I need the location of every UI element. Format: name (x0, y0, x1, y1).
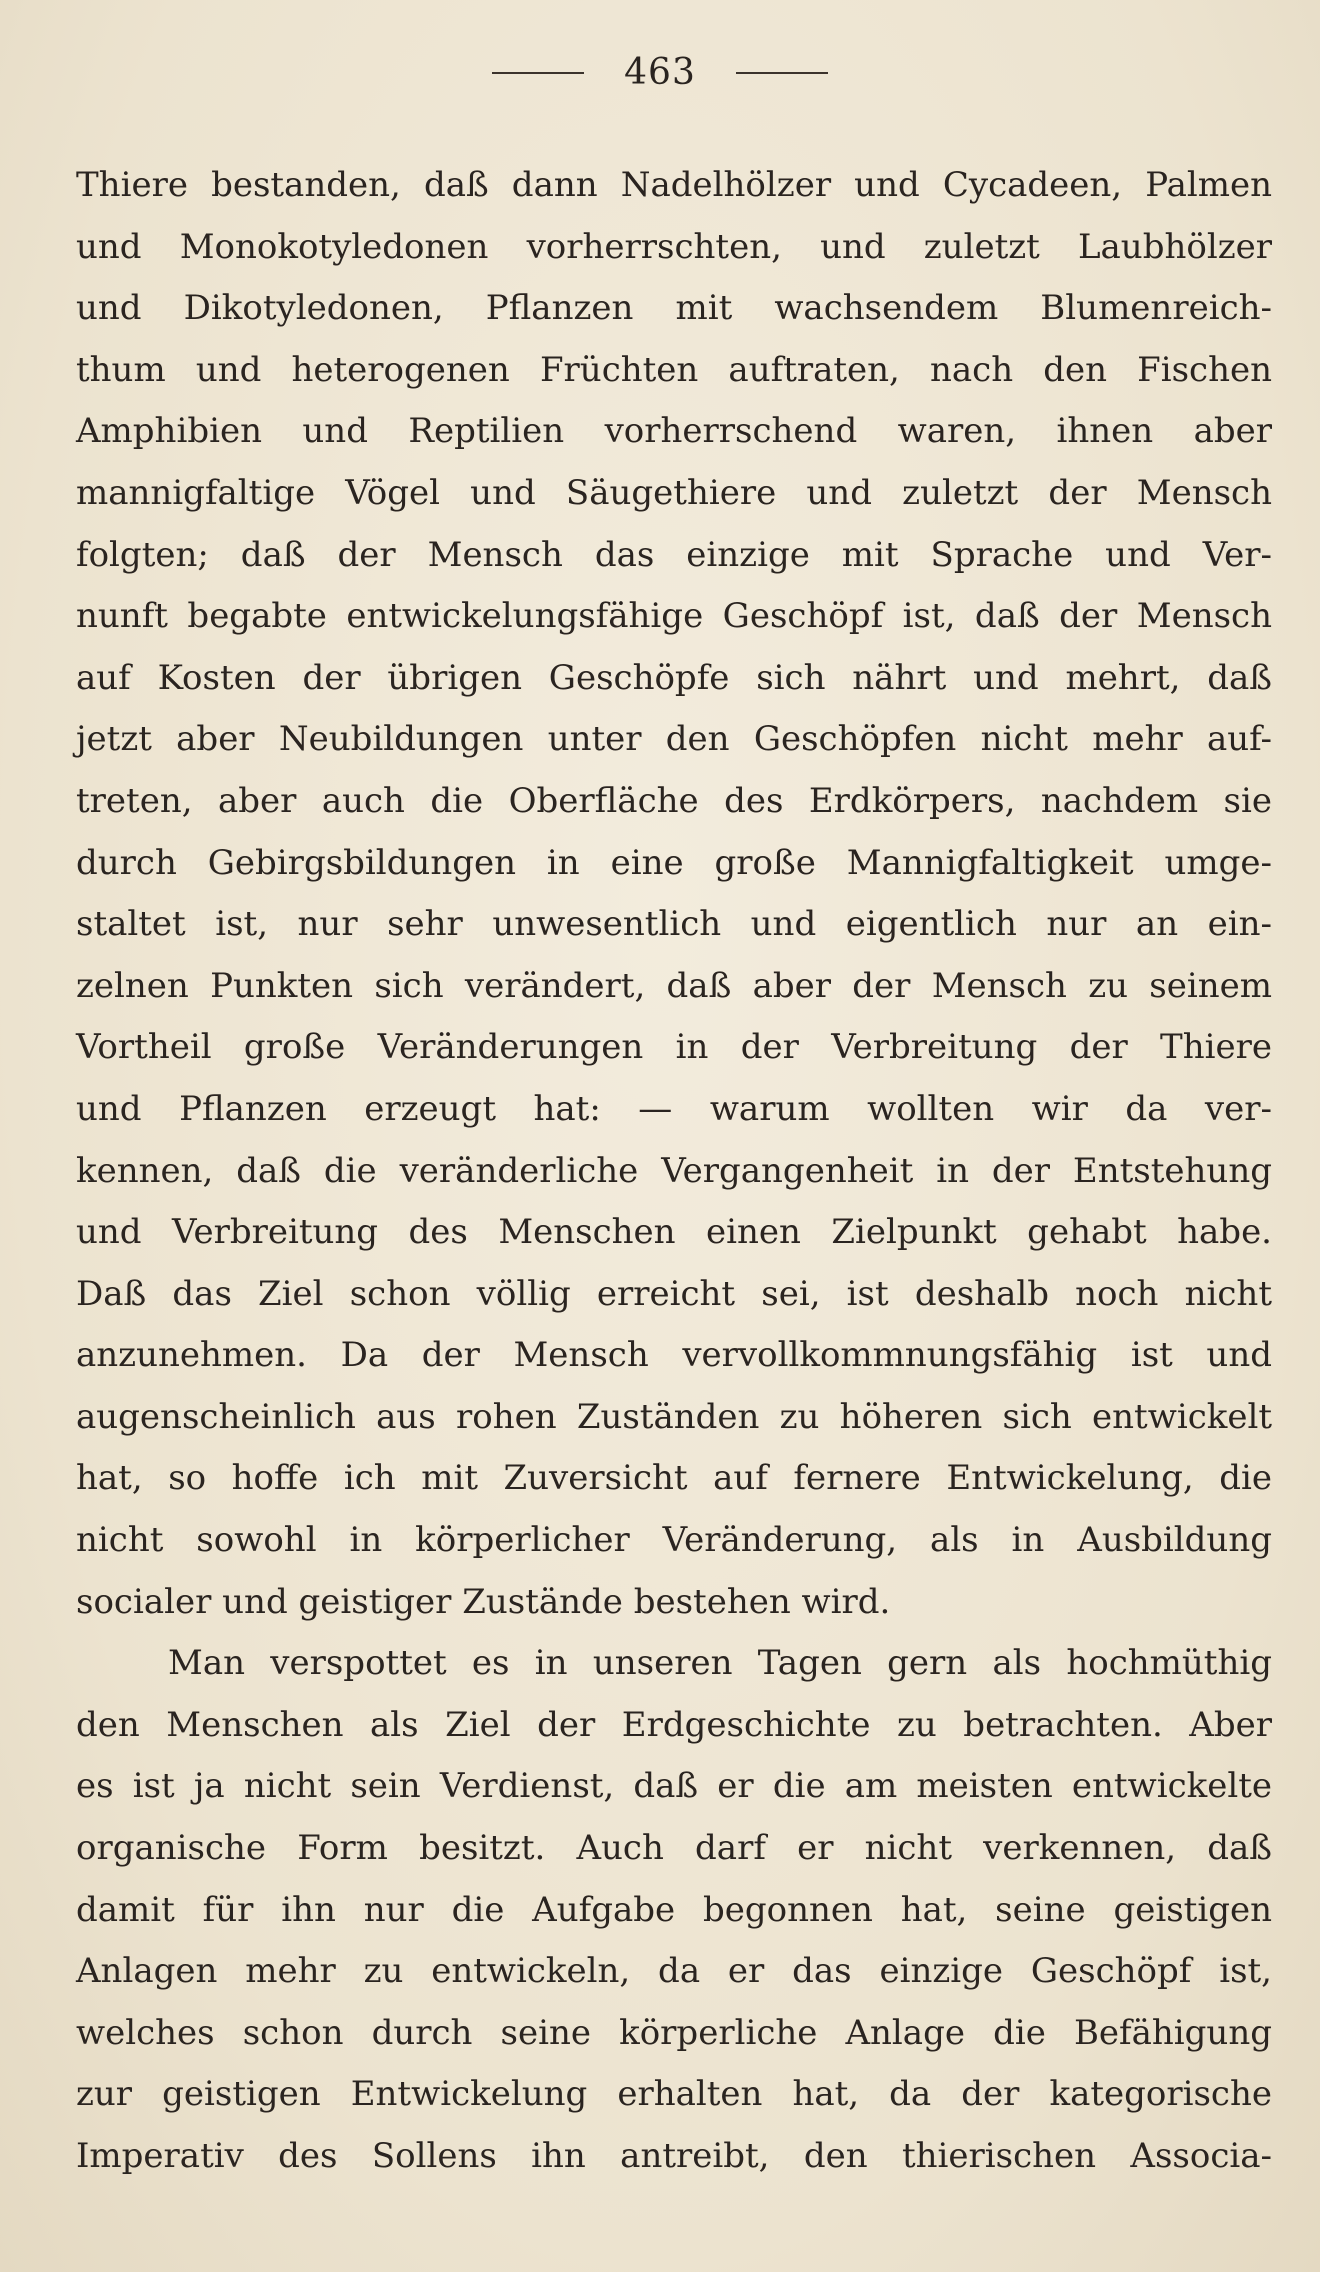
text-line: und Dikotyledonen, Pflanzen mit wachsendem Blumenreich- (76, 288, 1272, 329)
text-line: Man verspottet es in unseren Tagen gern als hochmüthig (168, 1643, 1272, 1684)
text-line: und Monokotyledonen vorherrschten, und zuletzt Laubhölzer (76, 226, 1272, 267)
text-line: mannigfaltige Vögel und Säugethiere und zuletzt der Mensch (76, 472, 1272, 513)
text-line: es ist ja nicht sein Verdienst, daß er die am meisten entwickelte (76, 1766, 1272, 1807)
text-line: socialer und geistiger Zustände bestehen wird. (76, 1581, 891, 1622)
body-text (76, 155, 1272, 2188)
text-line: hat, so hoffe ich mit Zuversicht auf fernere Entwickelung, die (76, 1458, 1272, 1499)
text-line: zelnen Punkten sich verändert, daß aber der Mensch zu seinem (76, 965, 1272, 1006)
text-line: Amphibien und Reptilien vorherrschend waren, ihnen aber (76, 411, 1272, 452)
text-line: Daß das Ziel schon völlig erreicht sei, ist deshalb noch nicht (76, 1273, 1272, 1314)
header-rule-right (736, 72, 828, 74)
text-line: treten, aber auch die Oberfläche des Erdkörpers, nachdem sie (76, 780, 1272, 821)
text-line: nunft begabte entwickelungsfähige Geschöpf ist, daß der Mensch (76, 596, 1272, 637)
page-number: 463 (624, 52, 696, 93)
text-line: zur geistigen Entwickelung erhalten hat, da der kategorische (76, 2074, 1272, 2115)
text-line: den Menschen als Ziel der Erdgeschichte zu betrachten. Aber (76, 1704, 1272, 1745)
text-line: Vortheil große Veränderungen in der Verbreitung der Thiere (76, 1027, 1272, 1068)
text-line: Imperativ des Sollens ihn antreibt, den thierischen Associa- (76, 2136, 1272, 2176)
text-line: folgten; daß der Mensch das einzige mit Sprache und Ver- (76, 534, 1272, 575)
text-line: jetzt aber Neubildungen unter den Geschöpfen nicht mehr auf- (76, 719, 1272, 760)
text-line: thum und heterogenen Früchten auftraten, nach den Fischen (76, 349, 1272, 390)
text-line: staltet ist, nur sehr unwesentlich und eigentlich nur an ein- (76, 904, 1272, 945)
text-line: organische Form besitzt. Auch darf er nicht verkennen, daß (76, 1828, 1272, 1869)
text-line: Anlagen mehr zu entwickeln, da er das einzige Geschöpf ist, (76, 1951, 1272, 1992)
header-rule-left (492, 72, 584, 74)
text-line: welches schon durch seine körperliche Anlage die Befähigung (76, 2012, 1272, 2053)
text-line: kennen, daß die veränderliche Vergangenheit in der Entstehung (76, 1150, 1272, 1191)
text-line: Thiere bestanden, daß dann Nadelhölzer und Cycadeen, Palmen (76, 165, 1272, 205)
text-line: damit für ihn nur die Aufgabe begonnen hat, seine geistigen (76, 1889, 1272, 1930)
text-line: nicht sowohl in körperlicher Veränderung, als in Ausbildung (76, 1520, 1272, 1561)
text-line: augenscheinlich aus rohen Zuständen zu höheren sich entwickelt (76, 1396, 1272, 1437)
text-line: und Verbreitung des Menschen einen Zielpunkt gehabt habe. (76, 1212, 1272, 1253)
text-line: anzunehmen. Da der Mensch vervollkommnungsfähig ist und (76, 1335, 1272, 1376)
text-line: und Pflanzen erzeugt hat: — warum wollten wir da ver- (76, 1088, 1272, 1129)
text-line: durch Gebirgsbildungen in eine große Mannigfaltigkeit umge- (76, 842, 1272, 883)
page-header (0, 52, 1320, 93)
text-line: auf Kosten der übrigen Geschöpfe sich nährt und mehrt, daß (76, 657, 1272, 698)
